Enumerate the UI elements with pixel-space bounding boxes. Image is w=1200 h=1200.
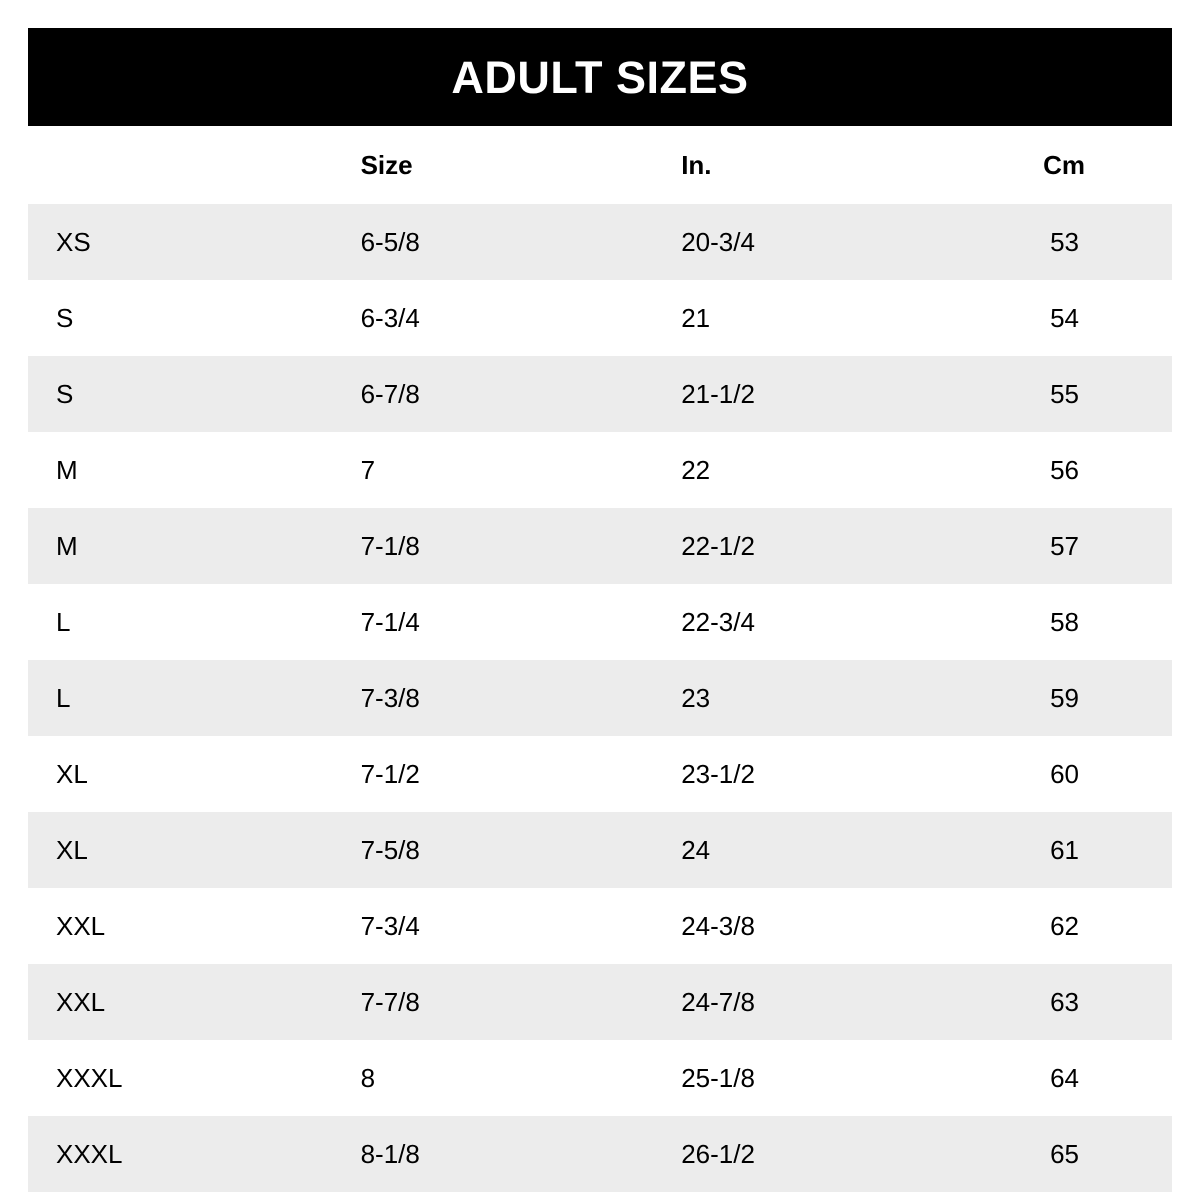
cell-size: 7-3/8	[343, 660, 658, 736]
cell-size: 7-3/4	[343, 888, 658, 964]
table-row	[28, 812, 1172, 888]
cell-size: 6-7/8	[343, 356, 658, 432]
cell-size: 7	[343, 432, 658, 508]
table-row	[28, 508, 1172, 584]
table-row	[28, 660, 1172, 736]
cell-inches: 22-1/2	[657, 508, 966, 584]
cell-cm: 61	[966, 812, 1172, 888]
column-header-cm: Cm	[966, 126, 1172, 204]
table-body	[28, 204, 1172, 1192]
cell-cm: 59	[966, 660, 1172, 736]
table-row	[28, 356, 1172, 432]
cell-label: XL	[28, 736, 343, 812]
cell-label: XS	[28, 204, 343, 280]
cell-inches: 22-3/4	[657, 584, 966, 660]
cell-size: 8-1/8	[343, 1116, 658, 1192]
cell-cm: 62	[966, 888, 1172, 964]
cell-size: 7-1/8	[343, 508, 658, 584]
cell-label: XXXL	[28, 1040, 343, 1116]
table-row	[28, 888, 1172, 964]
cell-inches: 21-1/2	[657, 356, 966, 432]
cell-label: M	[28, 432, 343, 508]
table-row	[28, 584, 1172, 660]
cell-cm: 64	[966, 1040, 1172, 1116]
page-title: ADULT SIZES	[451, 51, 749, 103]
cell-label: M	[28, 508, 343, 584]
table-row	[28, 964, 1172, 1040]
table-row	[28, 280, 1172, 356]
cell-cm: 53	[966, 204, 1172, 280]
cell-inches: 23	[657, 660, 966, 736]
cell-cm: 63	[966, 964, 1172, 1040]
table-row	[28, 736, 1172, 812]
table-header-row	[28, 126, 1172, 204]
cell-inches: 24-3/8	[657, 888, 966, 964]
cell-label: XXXL	[28, 1116, 343, 1192]
cell-size: 7-1/4	[343, 584, 658, 660]
cell-cm: 57	[966, 508, 1172, 584]
cell-cm: 54	[966, 280, 1172, 356]
cell-cm: 56	[966, 432, 1172, 508]
table-row	[28, 204, 1172, 280]
cell-label: XL	[28, 812, 343, 888]
column-header-inches: In.	[657, 126, 966, 204]
cell-label: S	[28, 356, 343, 432]
cell-inches: 21	[657, 280, 966, 356]
cell-inches: 23-1/2	[657, 736, 966, 812]
cell-label: L	[28, 584, 343, 660]
cell-inches: 22	[657, 432, 966, 508]
cell-size: 7-7/8	[343, 964, 658, 1040]
cell-size: 6-5/8	[343, 204, 658, 280]
column-header-label	[28, 126, 343, 204]
table-row	[28, 1040, 1172, 1116]
cell-label: S	[28, 280, 343, 356]
cell-label: L	[28, 660, 343, 736]
cell-label: XXL	[28, 888, 343, 964]
chart-title-bar	[28, 28, 1172, 126]
table-row	[28, 1116, 1172, 1192]
table-row	[28, 432, 1172, 508]
cell-inches: 24-7/8	[657, 964, 966, 1040]
cell-label: XXL	[28, 964, 343, 1040]
cell-cm: 60	[966, 736, 1172, 812]
table-header	[28, 126, 1172, 204]
column-header-size: Size	[343, 126, 658, 204]
cell-cm: 58	[966, 584, 1172, 660]
cell-size: 7-1/2	[343, 736, 658, 812]
cell-inches: 20-3/4	[657, 204, 966, 280]
adult-sizes-table	[28, 126, 1172, 1192]
cell-size: 6-3/4	[343, 280, 658, 356]
cell-size: 8	[343, 1040, 658, 1116]
cell-inches: 24	[657, 812, 966, 888]
cell-inches: 25-1/8	[657, 1040, 966, 1116]
cell-cm: 55	[966, 356, 1172, 432]
cell-size: 7-5/8	[343, 812, 658, 888]
cell-inches: 26-1/2	[657, 1116, 966, 1192]
cell-cm: 65	[966, 1116, 1172, 1192]
